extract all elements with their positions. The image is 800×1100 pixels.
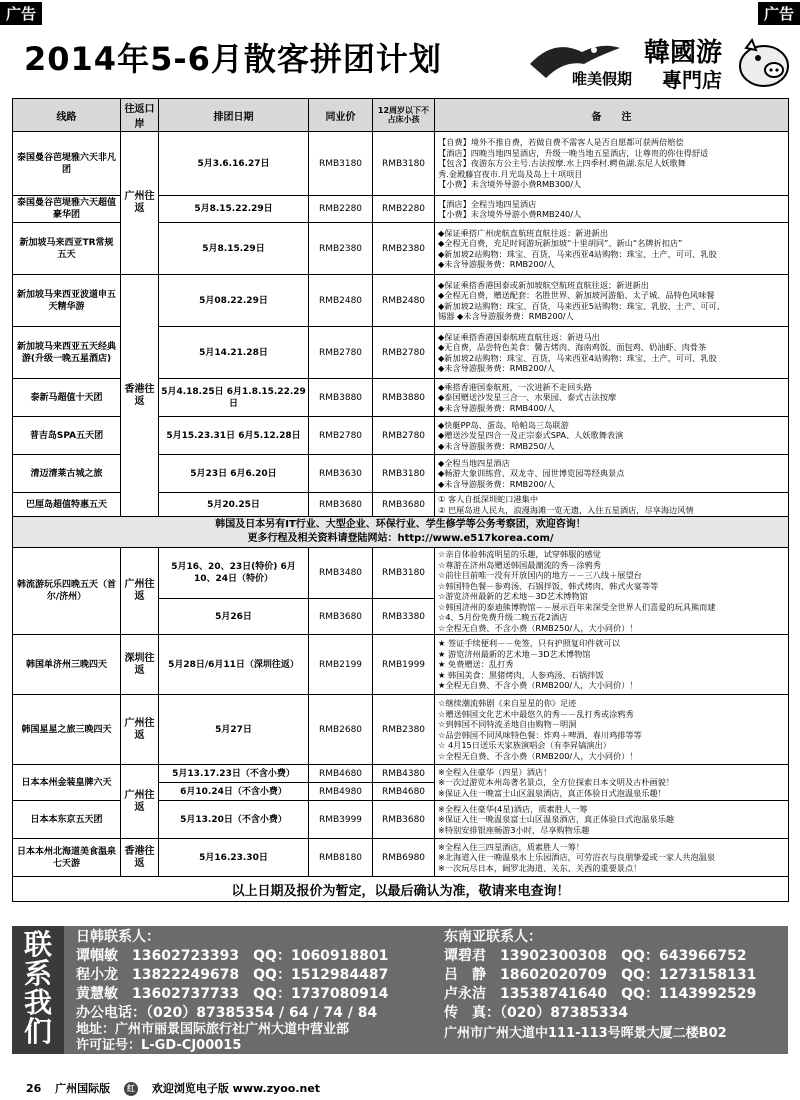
child-price: RMB2780 [373, 417, 435, 455]
note-line: ◆全程无自费，赠送配套：名胜世界、新加坡河游船、太子城、品特色风味餐 [438, 290, 715, 300]
route-name: 泰新马超值十天团 [13, 379, 121, 417]
child-price: RMB3680 [373, 493, 435, 517]
pig-mascot-icon [734, 38, 792, 90]
route-name: 泰国曼谷芭堤雅六天超值豪华团 [13, 196, 121, 223]
trade-price: RMB4980 [309, 783, 373, 801]
tour-dates: 5月14.21.28日 [159, 327, 309, 379]
tour-dates: 5月8.15.29日 [159, 223, 309, 275]
col-header-port: 往返口岸 [121, 99, 159, 132]
note-line: ☆全程无自费、不含小费（RMB200/人，大小同价）！ [438, 750, 638, 761]
sea-contacts-title: 东南亚联系人： [444, 929, 542, 945]
trade-price: RMB3680 [309, 599, 373, 635]
note-line: 【包含】夜游东方公主号.古法按摩.水上四季村.鳄鱼湖.东尼人妖歌舞 [438, 158, 686, 169]
tour-notes [435, 223, 789, 275]
note-line: 锡器 ◆未含导游服务费：RMB200/人 [438, 311, 574, 321]
note-line: ☆品尝韩国不同风味特色餐：炸鸡＋啤酒、春川鸡排等等 [438, 729, 642, 740]
route-name: 韩国星星之旅三晚四天 [13, 695, 121, 765]
ad-label-left: 广告 [0, 2, 42, 25]
note-line: ※保证入住一晚温泉富士山区温泉酒店，真正体验日式泡温泉乐趣 [438, 814, 675, 825]
note-line: ★全程无自费、不含小费（RMB200/人，大小同价）！ [438, 680, 638, 691]
note-line: ☆到韩国不同特流圣地自由购物－明洞 [438, 719, 577, 729]
trade-price: RMB3880 [309, 379, 373, 417]
note-line: ◆赠送沙发星四合一及正宗泰式SPA、人妖歌舞表演 [438, 430, 624, 441]
contact-line: 吕 静 18602020709 QQ：1273158131 [444, 967, 757, 983]
note-line: 【自费】境外不推自费，若做自费不需客人是否自愿都可获两倍赔偿 [438, 137, 684, 148]
route-name: 新加坡马来西亚波道申五天精华游 [13, 275, 121, 327]
trade-price: RMB4680 [309, 765, 373, 783]
child-price: RMB3880 [373, 379, 435, 417]
note-line: ☆继续潮流韩剧《来自星星的你》足迹 [438, 698, 577, 708]
tour-dates: 5月13.17.23日（不含小费） [159, 765, 309, 783]
note-line: ☆韩国济州的泰迪熊博物馆－－展示百年来深受全世界人们喜爱的玩具熊而建 [438, 601, 716, 612]
contact-char: 们 [23, 1015, 52, 1048]
vacation-logo-text: 唯美假期 [572, 70, 633, 88]
note-line: ☆4、5月份免费升级二晚五花2酒店 [438, 612, 568, 622]
banner-line2: 更多行程及相关资料请登陆网站：http://www.e517korea.com/ [247, 533, 554, 544]
trade-price: RMB3480 [309, 548, 373, 599]
tour-notes [435, 801, 789, 839]
tour-dates: 5月3.6.16.27日 [159, 132, 309, 196]
page-number: 26 [26, 1082, 42, 1095]
table-row [13, 132, 789, 196]
note-line: ※全程入住豪华(4星)酒店，质素胜人一筹 [438, 803, 588, 814]
tour-dates: 5月8.15.22.29日 [159, 196, 309, 223]
footer-note: 以上日期及报价为暂定，以最后确认为准，敬请来电查询！ [13, 877, 789, 902]
tour-dates: 5月16.23.30日 [159, 839, 309, 877]
contact-char: 系 [23, 957, 52, 990]
child-price: RMB3180 [373, 455, 435, 493]
contact-line: 黄慧敏 13602737733 QQ：1737080914 [76, 986, 389, 1002]
page-footer [26, 1080, 330, 1096]
route-name: 新加坡马来西亚五天经典游(升级一晚五星酒店) [13, 327, 121, 379]
note-line: ◆未含导游服务费：RMB250/人 [438, 440, 555, 451]
note-line: ☆亲自体验韩流明星的乐趣，试穿韩服的感觉 [438, 549, 601, 559]
note-line: ◆保证乘搭广州虎航直航班直航往返：新进新出 [438, 227, 609, 238]
site-link: 欢迎浏览电子版 www.zyoo.net [151, 1082, 321, 1095]
contact-line: 谭碧君 13902300308 QQ：643966752 [444, 948, 747, 964]
note-line: ★ 签证手续便利－－免签，只有护照复印件就可以 [438, 638, 620, 649]
child-price: RMB3180 [373, 132, 435, 196]
fax-number: 传 真：（020）87385334 [444, 1005, 629, 1021]
tour-dates: 5月26日 [159, 599, 309, 635]
note-line: ★ 免费赠送：乱打秀 [438, 659, 514, 670]
note-line: 【酒店】四晚当地四星酒店，升级一晚当地五星酒店，让尊贵的你住得舒适 [438, 147, 709, 158]
trade-price: RMB2280 [309, 196, 373, 223]
trade-price: RMB2380 [309, 223, 373, 275]
trade-price: RMB3630 [309, 455, 373, 493]
note-line: ☆前往目前唯一没有开放国内的地方－－三八线＋展望台 [438, 570, 642, 580]
korea-logo-line1: 韓國游 [644, 38, 723, 68]
table-header-row [13, 99, 789, 132]
route-name: 清迈清莱古城之旅 [13, 455, 121, 493]
route-name: 普吉岛SPA五天团 [13, 417, 121, 455]
route-name: 泰国曼谷芭堤雅六天非凡团 [13, 132, 121, 196]
tour-notes [435, 196, 789, 223]
note-line: 【小费】未含境外导游小费RMB240/人 [438, 209, 582, 219]
tour-notes [435, 839, 789, 877]
contact-char: 我 [23, 986, 52, 1019]
note-line: ◆泰国赠送沙发星三合一、水果园、泰式古法按摩 [438, 392, 617, 403]
korea-logo-line2: 專門店 [662, 68, 722, 92]
footer-note-row [13, 877, 789, 902]
col-header-notes: 备 注 [435, 99, 789, 132]
group-b-rows [13, 275, 789, 517]
note-line: ◆快艇PP岛、蛋岛、哈帕岛三岛联游 [438, 419, 569, 430]
note-line: ◆全程无自费，充足时间游玩新加坡“十里胡同”、新山“名牌折扣店” [438, 238, 683, 248]
trade-price: RMB2680 [309, 695, 373, 765]
child-price: RMB4680 [373, 783, 435, 801]
departure-port: 广州往返 [121, 548, 159, 635]
contact-panel [12, 926, 788, 1054]
note-line: ★ 游览济州最新的艺术地－3D艺术博物馆 [438, 648, 591, 659]
child-price: RMB1999 [373, 635, 435, 695]
trade-price: RMB2780 [309, 327, 373, 379]
note-line: ※一次过游览本州岛著名景点，全方位探索日本文明及古朴画貌！ [438, 777, 675, 788]
note-line: ※一次玩尽日本，阔罗北海道、关东、关西的重要景点！ [438, 862, 642, 873]
route-name: 韩流游玩乐四晚五天（首尔/济州） [13, 548, 121, 635]
address-block [76, 1022, 349, 1054]
note-line: ☆全程无自费、不含小费（RMB250/人，大小同价）！ [438, 622, 638, 633]
child-price: RMB3180 [373, 548, 435, 599]
tour-dates: 5月23日 6月6.20日 [159, 455, 309, 493]
license-number: 许可证号：L-GD-CJ00015 [76, 1038, 242, 1053]
tour-notes [435, 695, 789, 765]
note-line: ◆未含导游服务费：RMB200/人 [438, 363, 555, 373]
route-name: 日本本州北海道美食温泉七天游 [13, 839, 121, 877]
trade-price: RMB3999 [309, 801, 373, 839]
jk-contacts-title: 日韩联系人： [76, 929, 160, 945]
tour-notes [435, 548, 789, 635]
info-banner [13, 517, 789, 548]
route-name: 巴厘岛超值特惠五天 [13, 493, 121, 517]
tour-dates: 5月28日/6月11日（深圳往返） [159, 635, 309, 695]
note-line: ※特别安排银座畅游3小时，尽享购物乐趣 [438, 824, 590, 835]
child-price: RMB3380 [373, 599, 435, 635]
route-name: 日本本东京五天团 [13, 801, 121, 839]
paper-name: 广州国际版 [55, 1082, 111, 1095]
departure-port: 香港往返 [121, 275, 159, 517]
tour-dates: 5月16、20、23日(特价) 6月10、24日（特价） [159, 548, 309, 599]
korea-tour-logo [642, 32, 792, 92]
tour-notes [435, 635, 789, 695]
child-price: RMB2480 [373, 275, 435, 327]
departure-port: 广州往返 [121, 695, 159, 765]
note-line: ※全程入住三四星酒店，质素胜人一筹！ [438, 841, 585, 852]
tour-notes [435, 379, 789, 417]
route-name: 韩国单济州三晚四天 [13, 635, 121, 695]
note-line: ◆未含导游服务费：RMB200/人 [438, 259, 555, 269]
tour-notes [435, 275, 789, 327]
note-line: ① 客人自抵深圳蛇口港集中 [438, 494, 539, 504]
note-line: 秀.金殿藤宫夜市.月光岛及岛上十项项目 [438, 168, 583, 179]
col-header-price: 同业价 [309, 99, 373, 132]
tour-dates: 5月20.25日 [159, 493, 309, 517]
page-title: 2014年5-6月散客拼团计划 [24, 40, 442, 78]
col-header-child-price: 12周岁以下不占床小孩 [373, 99, 435, 132]
tour-dates: 5月4.18.25日 6月1.8.15.22.29日 [159, 379, 309, 417]
group-a-rows [13, 132, 789, 275]
note-line: ◆新加坡2站购物：珠宝、百货，马来西亚4站购物：珠宝、土产、可可、乳胶 [438, 248, 717, 259]
table-row [13, 839, 789, 877]
table-row [13, 765, 789, 783]
note-line: ◆无自费，品尝特色美食：馨吉烤肉、海南鸡饭、面包鸡、奶油虾、肉骨茶 [438, 342, 707, 352]
tour-schedule-table [12, 98, 788, 902]
trade-price: RMB2780 [309, 417, 373, 455]
table-row [13, 635, 789, 695]
contact-line: 谭帼敏 13602723393 QQ：1060918801 [76, 948, 389, 964]
note-line: ※全程入住豪华（四星）酒店！ [438, 766, 552, 777]
tour-dates: 5月08.22.29日 [159, 275, 309, 327]
address-detail: 广州市广州大道中111-113号晖景大厦二楼B02 [444, 1026, 727, 1041]
tour-dates: 5月15.23.31日 6月5.12.28日 [159, 417, 309, 455]
note-line: 【小费】未含境外导游小费RMB300/人 [438, 179, 582, 190]
vacation-logo [524, 34, 642, 92]
route-name: 新加坡马来西亚TR常规五天 [13, 223, 121, 275]
note-line: ☆ 4月15日送乐天家族演唱会（有李昇镐演出） [438, 740, 611, 750]
banner-line1: 韩国及日本另有IT行业、大型企业、环保行业、学生修学等公务考察团，欢迎咨询！ [215, 519, 586, 530]
col-header-route: 线路 [13, 99, 121, 132]
note-line: ☆游览济州最新的艺术地－3D艺术博物馆 [438, 591, 588, 601]
tour-dates: 6月10.24日（不含小费） [159, 783, 309, 801]
note-line: ② 巴厘岛进人民丸，浪漫海滩一览无遗，入住五星酒店，尽享海边风情 [438, 504, 694, 515]
note-line: ☆赠送韩国文化艺术中最悠久的秀－－乱打秀或涂鸦秀 [438, 708, 634, 719]
tour-dates: 5月13.20日（不含小费） [159, 801, 309, 839]
trade-price: RMB3180 [309, 132, 373, 196]
trade-price: RMB2480 [309, 275, 373, 327]
office-phone: 办公电话：（020）87385354 / 64 / 74 / 84 [76, 1005, 378, 1021]
note-line: ☆尊游在济州岛赠送韩国最潮流的秀－涂鸦秀 [438, 559, 601, 570]
note-line: ☆韩国特色餐－参鸡汤、石锅拌饭、韩式烤肉、韩式火宴等等 [438, 580, 659, 591]
note-line: ◆畅游大象训练营、双龙寺、园世博览园等经典景点 [438, 468, 625, 479]
tour-notes [435, 493, 789, 517]
tour-notes [435, 327, 789, 379]
note-line: ◆保证乘搭香港国泰或新加坡航空航班直航往返；新进新出 [438, 279, 649, 290]
departure-port: 广州往返 [121, 132, 159, 275]
table-row [13, 548, 789, 599]
note-line: ◆未含导游服务费：RMB200/人 [438, 478, 555, 489]
tour-notes [435, 132, 789, 196]
header [12, 26, 788, 96]
trade-price: RMB8180 [309, 839, 373, 877]
note-line: ◆未含导游服务费：RMB400/人 [438, 402, 555, 413]
table-row [13, 695, 789, 765]
child-price: RMB3680 [373, 801, 435, 839]
note-line: ★ 韩国美食：黑猪烤肉、人参鸡汤、石锅拌饭 [438, 669, 604, 680]
sea-contacts [444, 928, 756, 1023]
note-line: 【酒店】全程当地四星酒店 [438, 198, 537, 209]
table-row [13, 275, 789, 327]
note-line: ※保证入住一晚富士山区温泉酒店，真正体验日式泡温泉乐趣！ [438, 787, 666, 798]
trade-price: RMB3680 [309, 493, 373, 517]
child-price: RMB6980 [373, 839, 435, 877]
tour-notes [435, 417, 789, 455]
child-price: RMB4380 [373, 765, 435, 783]
jk-contacts [76, 928, 388, 1023]
address: 地址：广州市丽景国际旅行社广州大道中营业部 [76, 1022, 350, 1037]
contact-us-label [12, 926, 64, 1054]
tour-dates: 5月27日 [159, 695, 309, 765]
child-price: RMB2380 [373, 223, 435, 275]
tour-notes [435, 455, 789, 493]
note-line: ※北海道入住一晚温泉水上乐园酒店，可劳浴衣与良朋挚爱或一家人共泡温泉 [438, 852, 716, 863]
departure-port: 广州往返 [121, 765, 159, 839]
child-price: RMB2380 [373, 695, 435, 765]
note-line: ◆全程当地四星酒店 [438, 457, 510, 468]
child-price: RMB2780 [373, 327, 435, 379]
note-line: ◆乘搭香港国泰航班，一次进新不走回头路 [438, 381, 592, 392]
contact-line: 卢永洁 13538741640 QQ：1143992529 [444, 986, 757, 1002]
note-line: ◆新加坡2站购物：珠宝、百货，马来西亚4站购物：珠宝、土产、可可、乳胶 [438, 352, 717, 363]
note-line: ◆新加坡2站购物：珠宝、百货，马来西亚5站购物：珠宝、乳胶、土产、可可、 [438, 300, 725, 311]
col-header-dates: 排团日期 [159, 99, 309, 132]
departure-port: 香港往返 [121, 839, 159, 877]
ad-label-right: 广告 [758, 2, 800, 25]
route-name: 日本本州金装皇牌六天 [13, 765, 121, 801]
trade-price: RMB2199 [309, 635, 373, 695]
contact-char: 联 [23, 928, 52, 961]
paper-logo-icon: 红 [124, 1082, 138, 1096]
contact-line: 程小龙 13822249678 QQ：1512984487 [76, 967, 389, 983]
child-price: RMB2280 [373, 196, 435, 223]
departure-port: 深圳往返 [121, 635, 159, 695]
note-line: ◆保证乘搭香港国泰航班直航往返：新进马出 [438, 331, 600, 342]
tour-notes [435, 765, 789, 801]
